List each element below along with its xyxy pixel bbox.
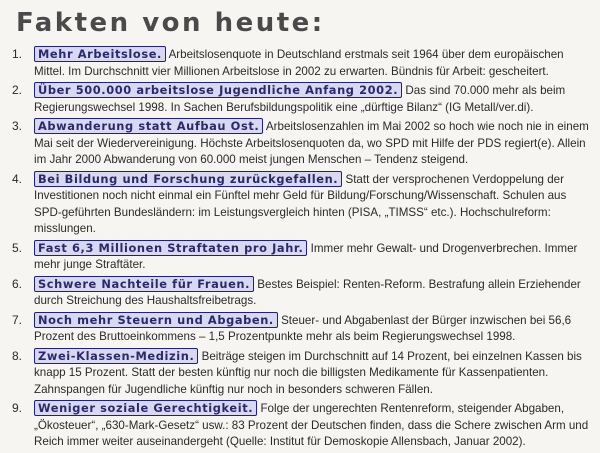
item-body: Bestes Beispiel: Renten-Reform. Bestrafung allein Erziehender durch Streichung des Haushaltsfreibetrags. [34,277,581,307]
item-number: 1. [12,47,23,61]
item-body: Das sind 70.000 mehr als beim Regierungswechsel 1998. In Sachen Berufsbildungspolitik eine „dürftige Bilanz“ (IG Metall/ver.di). [34,84,566,114]
list-item [12,400,596,451]
facts-list [12,46,596,453]
item-text [34,118,596,169]
item-number: 2. [12,83,23,97]
list-item [12,276,596,310]
item-number: 9. [12,401,23,415]
page-title: Fakten von heute: [16,8,325,38]
item-text [34,276,596,310]
list-item [12,312,596,346]
item-number: 8. [12,348,23,363]
item-text [34,82,596,116]
item-headline: Über 500.000 arbeitslose Jugendliche Anfang 2002. [34,82,402,98]
item-text [34,240,596,274]
item-number: 6. [12,276,23,291]
item-headline: Bei Bildung und Forschung zurückgefallen. [34,171,342,187]
item-number: 5. [12,240,23,255]
list-item [12,118,596,169]
item-body: Folge der ungerechten Rentenreform, steigender Abgaben, „Ökosteuer“, „630-Mark-Gesetz“ usw.: 83 Prozent der Deutschen finden, dass die Schere zwischen Arm und Reich immer weiter auseinandergeht (Quelle: Institut für Demoskopie Allensbach, Januar 2002). [34,402,589,448]
item-body: Arbeitslosenzahlen im Mai 2002 so hoch wie noch nie in einem Mai seit der Wiedervereinigung. Höchste Arbeitslosenquoten da, wo SPD mit Hilfe der PDS regiert(e). Allein im Jahr 2000 Abwanderung von 60.000 meist jungen Menschen – Tendenz steigend. [34,120,589,166]
item-number: 4. [12,171,23,186]
list-item [12,240,596,274]
item-text [34,312,596,346]
item-headline: Noch mehr Steuern und Abgaben. [34,312,278,328]
item-text [34,46,596,80]
item-headline: Mehr Arbeitslose. [34,46,166,62]
item-body: Statt der versprochenen Verdoppelung der Investitionen noch nicht einmal ein Fünftel mehr Geld für Bildung/Forschung/Wissenschaft. Schulen aus SPD-geführten Bundesländern: im Leistungsvergleich hinten (PISA, „TIMSS“ etc.). Hochschulreform: misslungen. [34,172,567,235]
list-item [12,82,596,116]
item-text [34,171,596,238]
item-body: Arbeitslosenquote in Deutschland erstmals seit 1964 über dem europäischen Mittel. Im Durchschnitt vier Millionen Arbeitslose in 2002 zu erwarten. Bündnis für Arbeit: gescheitert. [34,48,564,78]
list-item [12,171,596,238]
item-body: Immer mehr Gewalt- und Drogenverbrechen. Immer mehr junge Straftäter. [34,241,578,271]
item-headline: Weniger soziale Gerechtigkeit. [34,400,257,416]
item-body: Beiträge steigen im Durchschnitt auf 14 Prozent, bei einzelnen Kassen bis knapp 15 Prozent. Statt der besten künftig nur noch die billigsten Medikamente für Kassenpatienten. Zahnspangen für Jugendliche künftig nur noch in besonders schweren Fällen. [34,349,582,396]
item-number: 3. [12,119,23,133]
item-text [34,348,596,399]
list-item [12,348,596,399]
item-text [34,400,596,451]
item-headline: Fast 6,3 Millionen Straftaten pro Jahr. [34,240,307,256]
item-headline: Schwere Nachteile für Frauen. [34,276,254,292]
item-body: Steuer- und Abgabenlast der Bürger inzwischen bei 56,6 Prozent des Bruttoeinkommens – 1,5 Prozentpunkte mehr als beim Regierungswechsel 1998. [34,313,572,343]
list-item [12,46,596,80]
item-number: 7. [12,312,23,327]
item-headline: Zwei-Klassen-Medizin. [34,348,198,364]
item-headline: Abwanderung statt Aufbau Ost. [34,118,263,134]
